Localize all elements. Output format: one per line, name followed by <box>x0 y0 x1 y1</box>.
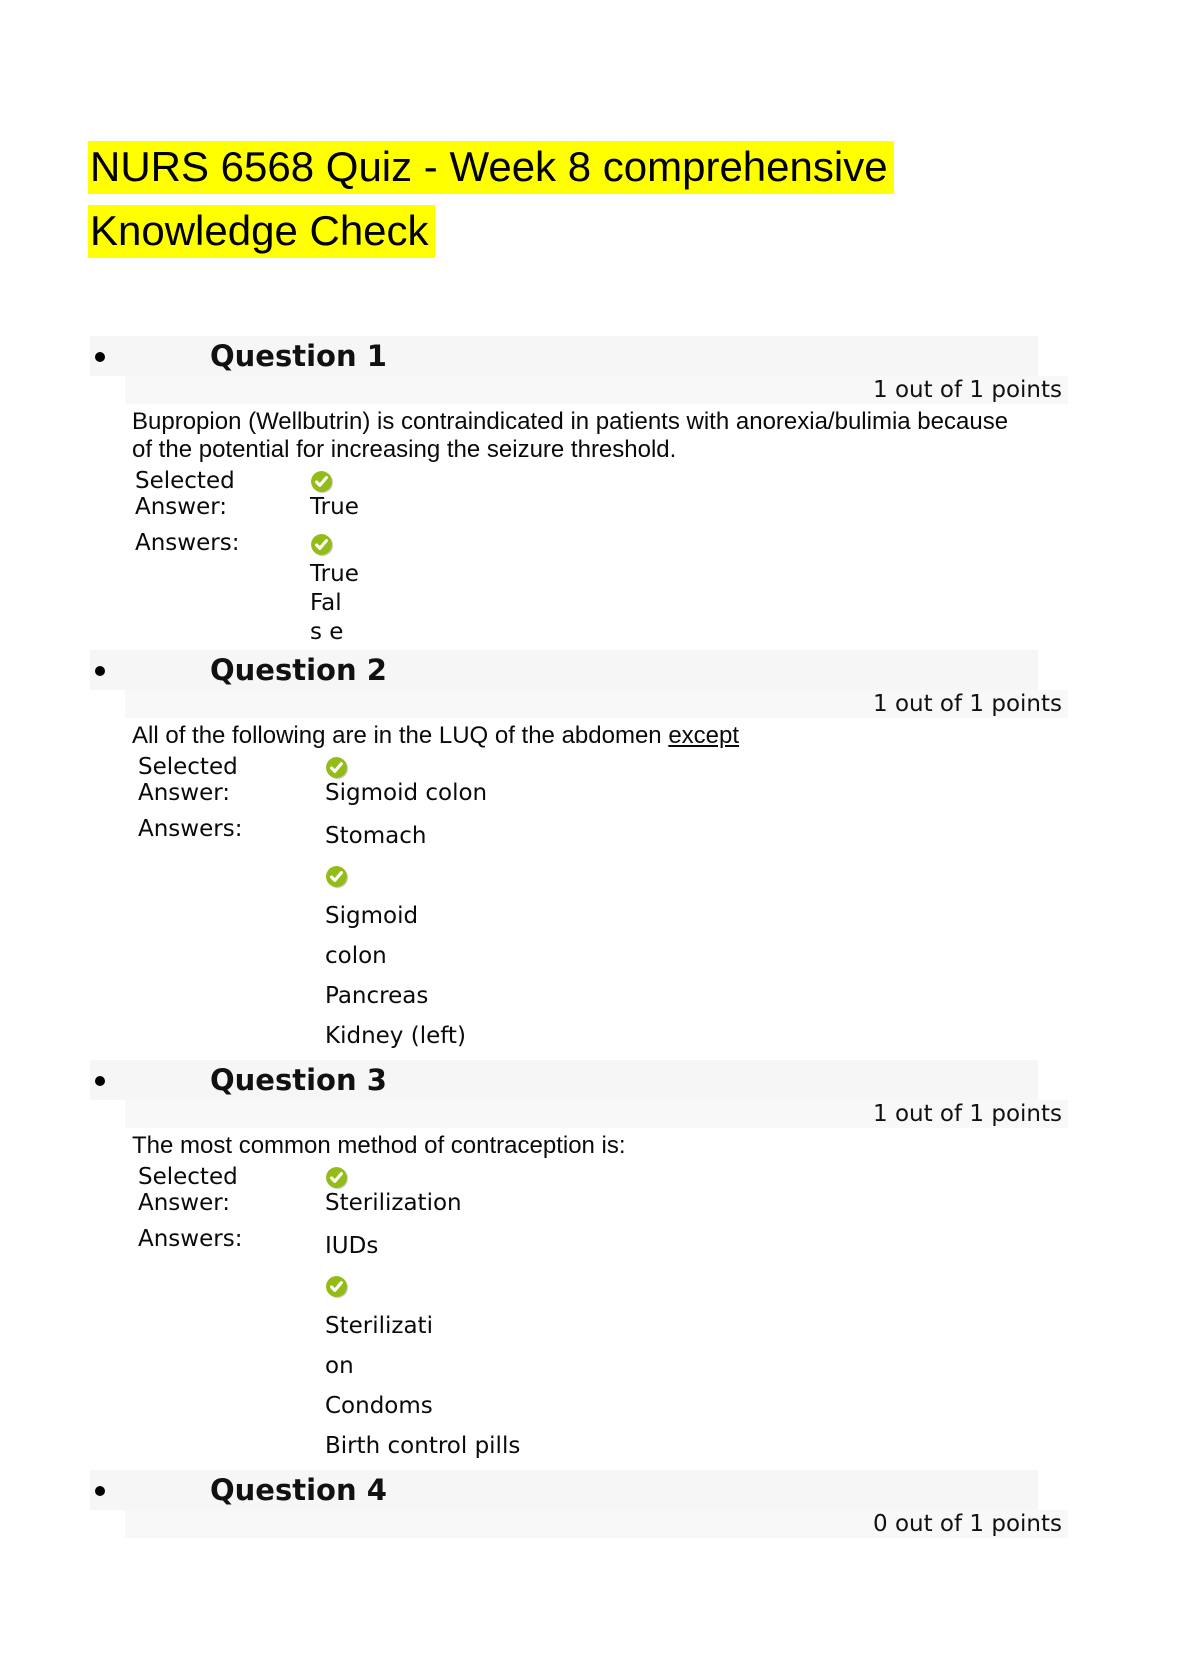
correct-check-icon <box>325 756 348 779</box>
selected-answer-label: Selected Answer: <box>138 754 238 806</box>
selected-answer-text: Sterilization <box>325 1190 462 1216</box>
question-text: Bupropion (Wellbutrin) is contraindicated in patients with anorexia/bulimia because of the potential for increasing the seizure threshold. <box>132 408 1009 463</box>
question-header <box>90 650 1038 690</box>
answer-line: Birth control pills <box>325 1433 521 1459</box>
answers-row <box>138 1226 1190 1466</box>
question-text: The most common method of contraception is: <box>132 1132 626 1159</box>
answer-area <box>138 1164 1190 1466</box>
question-number: Question 4 <box>210 1473 387 1507</box>
title-highlight: NURS 6568 Quiz - Week 8 comprehensive Knowledge Check <box>88 141 894 258</box>
answer-line: Fal <box>310 589 342 616</box>
answer-option <box>325 1226 520 1266</box>
question-header <box>90 336 1038 376</box>
bullet-icon <box>95 1076 105 1086</box>
answer-option <box>325 1426 520 1466</box>
correct-check-icon <box>325 1166 348 1189</box>
answer-line: s e <box>310 618 344 645</box>
answer-option <box>310 588 359 646</box>
answers-label: Answers: <box>138 1226 243 1252</box>
answers-row <box>138 816 1190 1056</box>
answer-area <box>135 468 1190 646</box>
answer-area <box>138 754 1190 1056</box>
selected-answer-value <box>325 754 487 806</box>
answer-line: IUDs <box>325 1233 379 1259</box>
points-bar <box>125 1100 1068 1128</box>
correct-check-icon <box>325 865 348 888</box>
answer-line: True <box>310 560 359 587</box>
question-2 <box>0 650 1190 1056</box>
points-bar <box>125 690 1068 718</box>
answer-line: Kidney (left) <box>325 1023 466 1049</box>
answer-line: Pancreas <box>325 983 429 1009</box>
bullet-icon <box>95 666 105 676</box>
points-text: 1 out of 1 points <box>873 1101 1062 1127</box>
page-title <box>88 135 928 263</box>
bullet-icon <box>95 352 105 362</box>
selected-answer-value <box>325 1164 462 1216</box>
question-header <box>90 1470 1038 1510</box>
selected-answer-value <box>310 468 359 520</box>
question-list <box>0 336 1190 1538</box>
question-number: Question 3 <box>210 1063 387 1097</box>
question-text: All of the following are in the LUQ of the abdomen except <box>132 722 740 749</box>
answer-line: Condoms <box>325 1393 433 1419</box>
question-4 <box>0 1470 1190 1538</box>
points-bar <box>125 376 1068 404</box>
answer-line: colon <box>325 943 387 969</box>
answers-label: Answers: <box>135 530 240 556</box>
selected-answer-text: True <box>310 494 359 520</box>
points-text: 1 out of 1 points <box>873 377 1062 403</box>
answers-list <box>310 530 359 646</box>
points-text: 0 out of 1 points <box>873 1511 1062 1537</box>
selected-answer-row <box>135 468 1190 520</box>
correct-check-icon <box>310 533 333 556</box>
selected-answer-row <box>138 754 1190 806</box>
answer-line: Sigmoid <box>325 903 419 929</box>
question-number: Question 1 <box>210 339 387 373</box>
question-number: Question 2 <box>210 653 387 687</box>
answer-line: on <box>325 1353 354 1379</box>
selected-answer-row <box>138 1164 1190 1216</box>
answer-option <box>325 976 466 1016</box>
answers-label: Answers: <box>138 816 243 842</box>
question-header <box>90 1060 1038 1100</box>
correct-check-icon <box>325 1275 348 1298</box>
question-3 <box>0 1060 1190 1466</box>
answer-option <box>325 1266 520 1386</box>
answer-option <box>325 1016 466 1056</box>
question-1 <box>0 336 1190 646</box>
answers-list <box>325 816 466 1056</box>
selected-answer-label: Selected Answer: <box>138 1164 238 1216</box>
selected-answer-label: Selected Answer: <box>135 468 235 520</box>
answer-line: Sterilizati <box>325 1313 433 1339</box>
points-bar <box>125 1510 1068 1538</box>
answer-option <box>325 1386 520 1426</box>
selected-answer-text: Sigmoid colon <box>325 780 488 806</box>
bullet-icon <box>95 1486 105 1496</box>
answer-option <box>325 816 466 856</box>
answers-list <box>325 1226 520 1466</box>
answer-option <box>325 856 466 976</box>
correct-check-icon <box>310 470 333 493</box>
answers-row <box>135 530 1190 646</box>
answer-line: Stomach <box>325 823 427 849</box>
answer-option <box>310 530 359 588</box>
underlined-word: except <box>668 722 740 749</box>
points-text: 1 out of 1 points <box>873 691 1062 717</box>
